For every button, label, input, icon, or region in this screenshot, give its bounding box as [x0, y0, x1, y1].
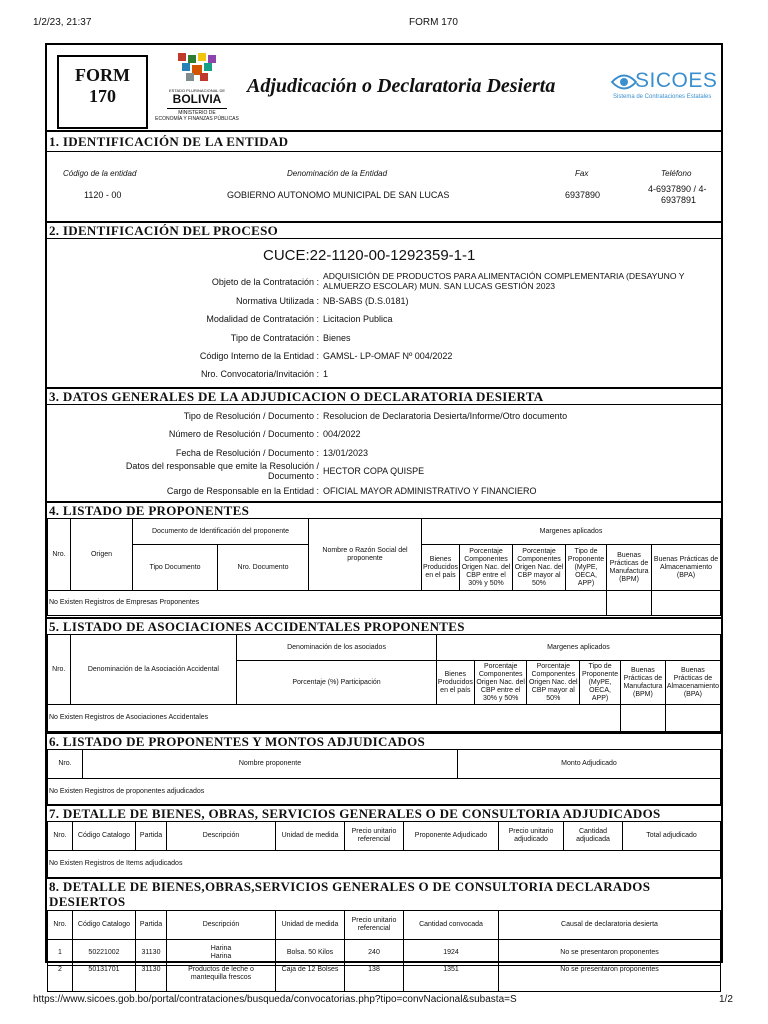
th-adj-nombre: Nombre proponente	[83, 750, 458, 779]
value-tipo-resolucion: Resolucion de Declaratoria Desierta/Informe/Otro documento	[323, 411, 568, 421]
th-i7-nro: Nro.	[48, 822, 73, 851]
section-8-header	[47, 877, 721, 911]
th-i8-partida: Partida	[136, 911, 167, 940]
row2-desc-line1: Productos de leche o	[188, 966, 254, 973]
value-convocatoria: 1	[323, 369, 329, 379]
row2-descripcion	[167, 966, 276, 992]
section-7-header: 7. DETALLE DE BIENES, OBRAS, SERVICIOS GENERALES O DE CONSULTORIA ADJUDICADOS	[47, 804, 721, 822]
sicoes-logo	[611, 67, 721, 107]
th-asoc-bienes: Bienes Producidos en el país	[436, 661, 474, 705]
th-adj-nro: Nro.	[48, 750, 83, 779]
row1-unidad: Bolsa. 50 Kilos	[276, 940, 345, 966]
th-nombre-proponente: Nombre o Razón Social del proponente	[309, 519, 422, 591]
row2-partida: 31130	[136, 966, 167, 992]
value-responsable: HECTOR COPA QUISPE	[323, 466, 425, 476]
entidad-codigo: 1120 - 00	[84, 190, 122, 200]
section-8-title-line1: 8. DETALLE DE BIENES,OBRAS,SERVICIOS GENERALES O DE CONSULTORIA DECLARADOS	[49, 879, 651, 894]
value-numero-resolucion: 004/2022	[323, 429, 361, 439]
th-asoc-tipo: Tipo de Proponente (MyPE, OECA, APP)	[580, 661, 621, 705]
th-asoc-pct-30-50: Porcentaje Componentes Origen Nac. del CBP entre el 30% y 50%	[474, 661, 527, 705]
table-row	[48, 940, 721, 966]
section-4-header: 4. LISTADO DE PROPONENTES	[47, 501, 721, 519]
row2-codigo: 50131701	[73, 966, 136, 992]
value-modalidad: Licitacion Publica	[323, 314, 393, 324]
th-i8-unidad: Unidad de medida	[276, 911, 345, 940]
label-tipo-contratacion: Tipo de Contratación :	[230, 333, 319, 343]
form-label: FORM	[75, 65, 130, 85]
value-fecha-resolucion: 13/01/2023	[323, 448, 369, 458]
asociaciones-table	[47, 634, 721, 732]
empty-cell-bpm	[607, 591, 652, 616]
th-tipo-doc: Tipo Documento	[133, 545, 218, 591]
sicoes-text: SICOES	[635, 69, 718, 92]
label-modalidad: Modalidad de Contratación :	[206, 314, 319, 324]
label-responsable: Datos del responsable que emite la Resolución / Documento :	[125, 461, 319, 481]
th-asoc-bpa: Buenas Prácticas de Almacenamiento (BPA)	[665, 661, 720, 705]
row2-cantidad: 1351	[404, 966, 499, 992]
value-objeto: ADQUISICIÓN DE PRODUCTOS PARA ALIMENTACIÓN COMPLEMENTARIA (DESAYUNO Y ALMUERZO ESCOLAR) MUN. SAN LUCAS GESTIÓN 2023	[323, 271, 685, 291]
th-bpm: Buenas Prácticas de Manufactura (BPM)	[607, 545, 652, 591]
page-title: Adjudicación o Declaratoria Desierta	[247, 75, 556, 97]
row1-nro: 1	[48, 940, 73, 966]
row1-descripcion	[167, 940, 276, 966]
th-asoc-margenes: Margenes aplicados	[436, 635, 720, 661]
row2-desc-line2: mantequilla frescos	[190, 974, 252, 981]
th-i7-precio-ref: Precio unitario referencial	[345, 822, 404, 851]
form-number: 170	[89, 86, 116, 106]
th-i8-cantidad: Cantidad convocada	[404, 911, 499, 940]
th-i7-partida: Partida	[136, 822, 167, 851]
th-i8-causal: Causal de declaratoria desierta	[499, 911, 721, 940]
entidad-telefono-2: 6937891	[661, 195, 697, 205]
print-datetime: 1/2/23, 21:37	[33, 17, 92, 28]
label-normativa: Normativa Utilizada :	[235, 296, 319, 306]
row2-unidad: Caja de 12 Bolses	[276, 966, 345, 992]
items-adjudicados-table	[47, 821, 721, 878]
th-i8-descripcion: Descripción	[167, 911, 276, 940]
entidad-telefono-1: 4-6937890 / 4-	[648, 184, 707, 194]
col-denominacion-entidad: Denominación de la Entidad	[287, 169, 388, 178]
empty-asoc-bpa	[665, 705, 720, 732]
th-bpa: Buenas Prácticas de Almacenamiento (BPA)	[652, 545, 721, 591]
th-margenes: Margenes aplicados	[422, 519, 721, 545]
row1-precio: 240	[345, 940, 404, 966]
empty-items-adjudicados: No Existen Registros de Items adjudicados	[48, 851, 721, 878]
th-doc-ident: Documento de Identificación del proponente	[133, 519, 309, 545]
proponentes-table	[47, 518, 721, 616]
th-i8-nro: Nro.	[48, 911, 73, 940]
th-i7-total: Total adjudicado	[623, 822, 721, 851]
empty-adjudicados: No Existen Registros de proponentes adjudicados	[48, 779, 721, 806]
bolivia-text: BOLIVIA	[172, 92, 222, 106]
empty-cell-bpa	[652, 591, 721, 616]
logo-divider	[167, 108, 227, 109]
section-3-header: 3. DATOS GENERALES DE LA ADJUDICACION O DECLARATORIA DESIERTA	[47, 387, 721, 405]
row2-nro: 2	[48, 966, 73, 992]
th-nro: Nro.	[48, 519, 71, 591]
th-i7-precio-adj: Precio unitario adjudicado	[499, 822, 564, 851]
th-i7-unidad: Unidad de medida	[276, 822, 345, 851]
bolivia-small-text: ESTADO PLURINACIONAL DE	[168, 88, 225, 93]
th-origen: Origen	[71, 519, 133, 591]
col-fax: Fax	[575, 169, 589, 178]
th-i7-cantidad: Cantidad adjudicada	[564, 822, 623, 851]
ministry-line2: ECONOMÍA Y FINANZAS PÚBLICAS	[155, 116, 239, 122]
value-codigo-interno: GAMSL- LP-OMAF Nº 004/2022	[323, 351, 453, 361]
print-page-number: 1/2	[719, 994, 733, 1005]
bolivia-logo	[151, 51, 243, 131]
th-asoc-denominacion: Denominación de la Asociación Accidental	[70, 635, 237, 705]
th-i8-precio-ref: Precio unitario referencial	[345, 911, 404, 940]
label-fecha-resolucion: Fecha de Resolución / Documento :	[175, 448, 319, 458]
label-numero-resolucion: Número de Resolución / Documento :	[168, 429, 319, 439]
th-tipo-proponente: Tipo de Proponente (MyPE, OECA, APP)	[566, 545, 607, 591]
print-url[interactable]: https://www.sicoes.gob.bo/portal/contrataciones/busqueda/convocatorias.php?tipo=convNacional&subasta=S	[33, 994, 517, 1005]
th-asoc-nro: Nro.	[48, 635, 71, 705]
empty-proponentes: No Existen Registros de Empresas Proponentes	[48, 591, 607, 616]
table-row	[48, 966, 721, 992]
th-i7-proponente: Proponente Adjudicado	[404, 822, 499, 851]
col-codigo-entidad: Código de la entidad	[63, 169, 137, 178]
row1-codigo: 50221002	[73, 940, 136, 966]
adjudicados-table	[47, 749, 721, 806]
row1-partida: 31130	[136, 940, 167, 966]
th-pct-30-50: Porcentaje Componentes Origen Nac. del CBP entre el 30% y 50%	[460, 545, 513, 591]
section-6-header: 6. LISTADO DE PROPONENTES Y MONTOS ADJUDICADOS	[47, 732, 721, 750]
section-5-header: 5. LISTADO DE ASOCIACIONES ACCIDENTALES PROPONENTES	[47, 617, 721, 635]
ministry-line1: MINISTERIO DE	[178, 110, 216, 116]
coat-of-arms-icon	[174, 51, 220, 83]
row1-cantidad: 1924	[404, 940, 499, 966]
section-1-header: 1. IDENTIFICACIÓN DE LA ENTIDAD	[47, 130, 721, 152]
th-pct-50: Porcentaje Componentes Origen Nac. del CBP mayor al 50%	[513, 545, 566, 591]
th-adj-monto: Monto Adjudicado	[458, 750, 721, 779]
sicoes-eye-icon	[611, 71, 637, 93]
th-i8-codigo: Código Catalogo	[73, 911, 136, 940]
section-8-title-line2: DESIERTOS	[49, 894, 126, 909]
row1-desc-line2: Harina	[210, 952, 232, 960]
th-i7-codigo: Código Catalogo	[73, 822, 136, 851]
value-normativa: NB-SABS (D.S.0181)	[323, 296, 409, 306]
th-asoc-bpm: Buenas Prácticas de Manufactura (BPM)	[621, 661, 666, 705]
label-codigo-interno: Código Interno de la Entidad :	[199, 351, 319, 361]
section-2-header: 2. IDENTIFICACIÓN DEL PROCESO	[47, 221, 721, 239]
th-i7-descripcion: Descripción	[167, 822, 276, 851]
items-desiertos-table	[47, 910, 721, 992]
sicoes-subtitle: Sistema de Contrataciones Estatales	[613, 94, 712, 100]
cuce-code: CUCE:22-1120-00-1292359-1-1	[263, 247, 476, 264]
row1-desc-line1: Harina	[210, 944, 232, 952]
print-title: FORM 170	[409, 17, 458, 28]
value-cargo: OFICIAL MAYOR ADMINISTRATIVO Y FINANCIERO	[323, 486, 537, 496]
th-asoc-porcentaje: Porcentaje (%) Participación	[237, 661, 437, 705]
value-tipo-contratacion: Bienes	[323, 333, 351, 343]
col-telefono: Teléfono	[661, 169, 692, 178]
label-cargo: Cargo de Responsable en la Entidad :	[166, 486, 319, 496]
empty-asociaciones: No Existen Registros de Asociaciones Accidentales	[48, 705, 621, 732]
row2-causal: No se presentaron proponentes	[499, 966, 721, 992]
form-frame	[45, 43, 723, 981]
entidad-denominacion: GOBIERNO AUTONOMO MUNICIPAL DE SAN LUCAS	[227, 190, 450, 200]
entidad-fax: 6937890	[565, 190, 601, 200]
label-tipo-resolucion: Tipo de Resolución / Documento :	[183, 411, 319, 421]
th-asoc-pct-50: Porcentaje Componentes Origen Nac. del CBP mayor al 50%	[527, 661, 580, 705]
row1-causal: No se presentaron proponentes	[499, 940, 721, 966]
empty-asoc-bpm	[621, 705, 666, 732]
th-nro-doc: Nro. Documento	[218, 545, 309, 591]
th-bienes-producidos: Bienes Producidos en el país	[422, 545, 460, 591]
form-number-box	[57, 55, 148, 129]
label-convocatoria: Nro. Convocatoria/Invitación :	[200, 369, 319, 379]
label-objeto: Objeto de la Contratación :	[211, 277, 319, 287]
row2-precio: 138	[345, 966, 404, 992]
th-asoc-asociados: Denominación de los asociados	[237, 635, 437, 661]
